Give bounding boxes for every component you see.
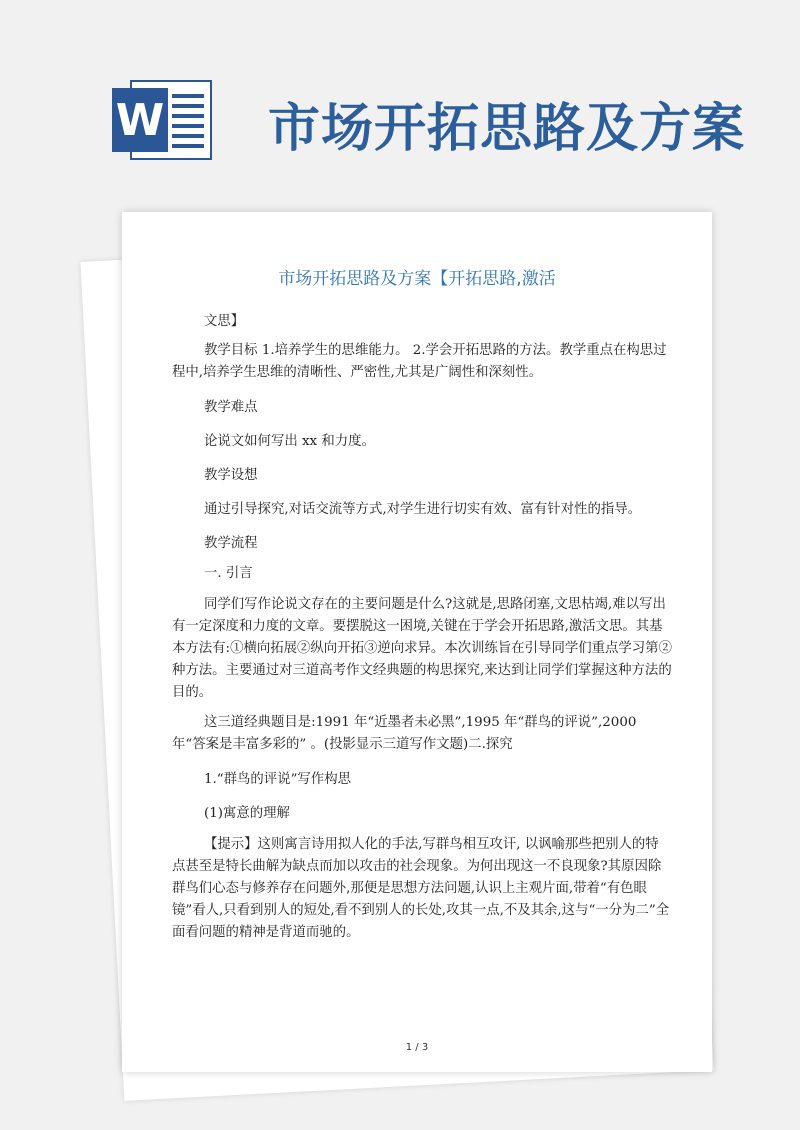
document-title: 市场开拓思路及方案【开拓思路,激活 [278, 269, 556, 289]
paragraph-5: 同学们写作论说文存在的主要问题是什么?这就是,思路闭塞,文思枯竭,难以写出有一定深度和力度的文章。要摆脱这一困境,关键在于学会开拓思路,激活文思。其基本方法有:①横向拓展②纵向开拓③逆向求异。本次训练旨在引导同学们重点学习第②种方法。主要通过对三道高考作文经典题的构思探究,来达到让同学们掌握这种方法的目的。 [172, 597, 672, 700]
document-page [122, 212, 712, 1072]
paragraph-1: 文思】 [204, 314, 245, 329]
heading-meaning: (1)寓意的理解 [204, 806, 290, 821]
heading-intro: 一. 引言 [204, 566, 253, 581]
paragraph-6: 这三道经典题目是:1991 年“近墨者未必黑”,1995 年“群鸟的评说”,2000 年“答案是丰富多彩的” 。(投影显示三道写作文题)二.探究 [172, 715, 637, 752]
paragraph-4: 通过引导探究,对话交流等方式,对学生进行切实有效、富有针对性的指导。 [204, 502, 642, 517]
heading-difficulty: 教学难点 [204, 400, 258, 415]
heading-design: 教学设想 [204, 468, 258, 483]
paragraph-7: 【提示】这则寓言诗用拟人化的手法,写群鸟相互攻讦, 以讽喻那些把别人的特点甚至是特长曲解为缺点而加以攻击的社会现象。为何出现这一不良现象?其原因除群鸟们心态与修养存在问题外,那便是思想方法问题,认识上主观片面,带着“有色眼镜”看人,只看到别人的短处,看不到别人的长处,攻其一点,不及其余,这与“一分为二”全面看问题的精神是背道而驰的。 [172, 837, 670, 940]
paragraph-3: 论说文如何写出 xx 和力度。 [204, 434, 375, 449]
word-icon [112, 80, 212, 160]
heading-topic-1: 1.“群鸟的评说”写作构思 [204, 772, 351, 787]
page-number: 1 / 3 [405, 1042, 429, 1053]
heading-flow: 教学流程 [204, 536, 258, 551]
word-letter-badge: W [112, 88, 168, 152]
banner-title: 市场开拓思路及方案 [268, 99, 746, 159]
paragraph-2: 教学目标 1.培养学生的思维能力。 2.学会开拓思路的方法。教学重点在构思过程中,培养学生思维的清晰性、严密性,尤其是广阔性和深刻性。 [172, 343, 667, 380]
banner [0, 0, 800, 200]
